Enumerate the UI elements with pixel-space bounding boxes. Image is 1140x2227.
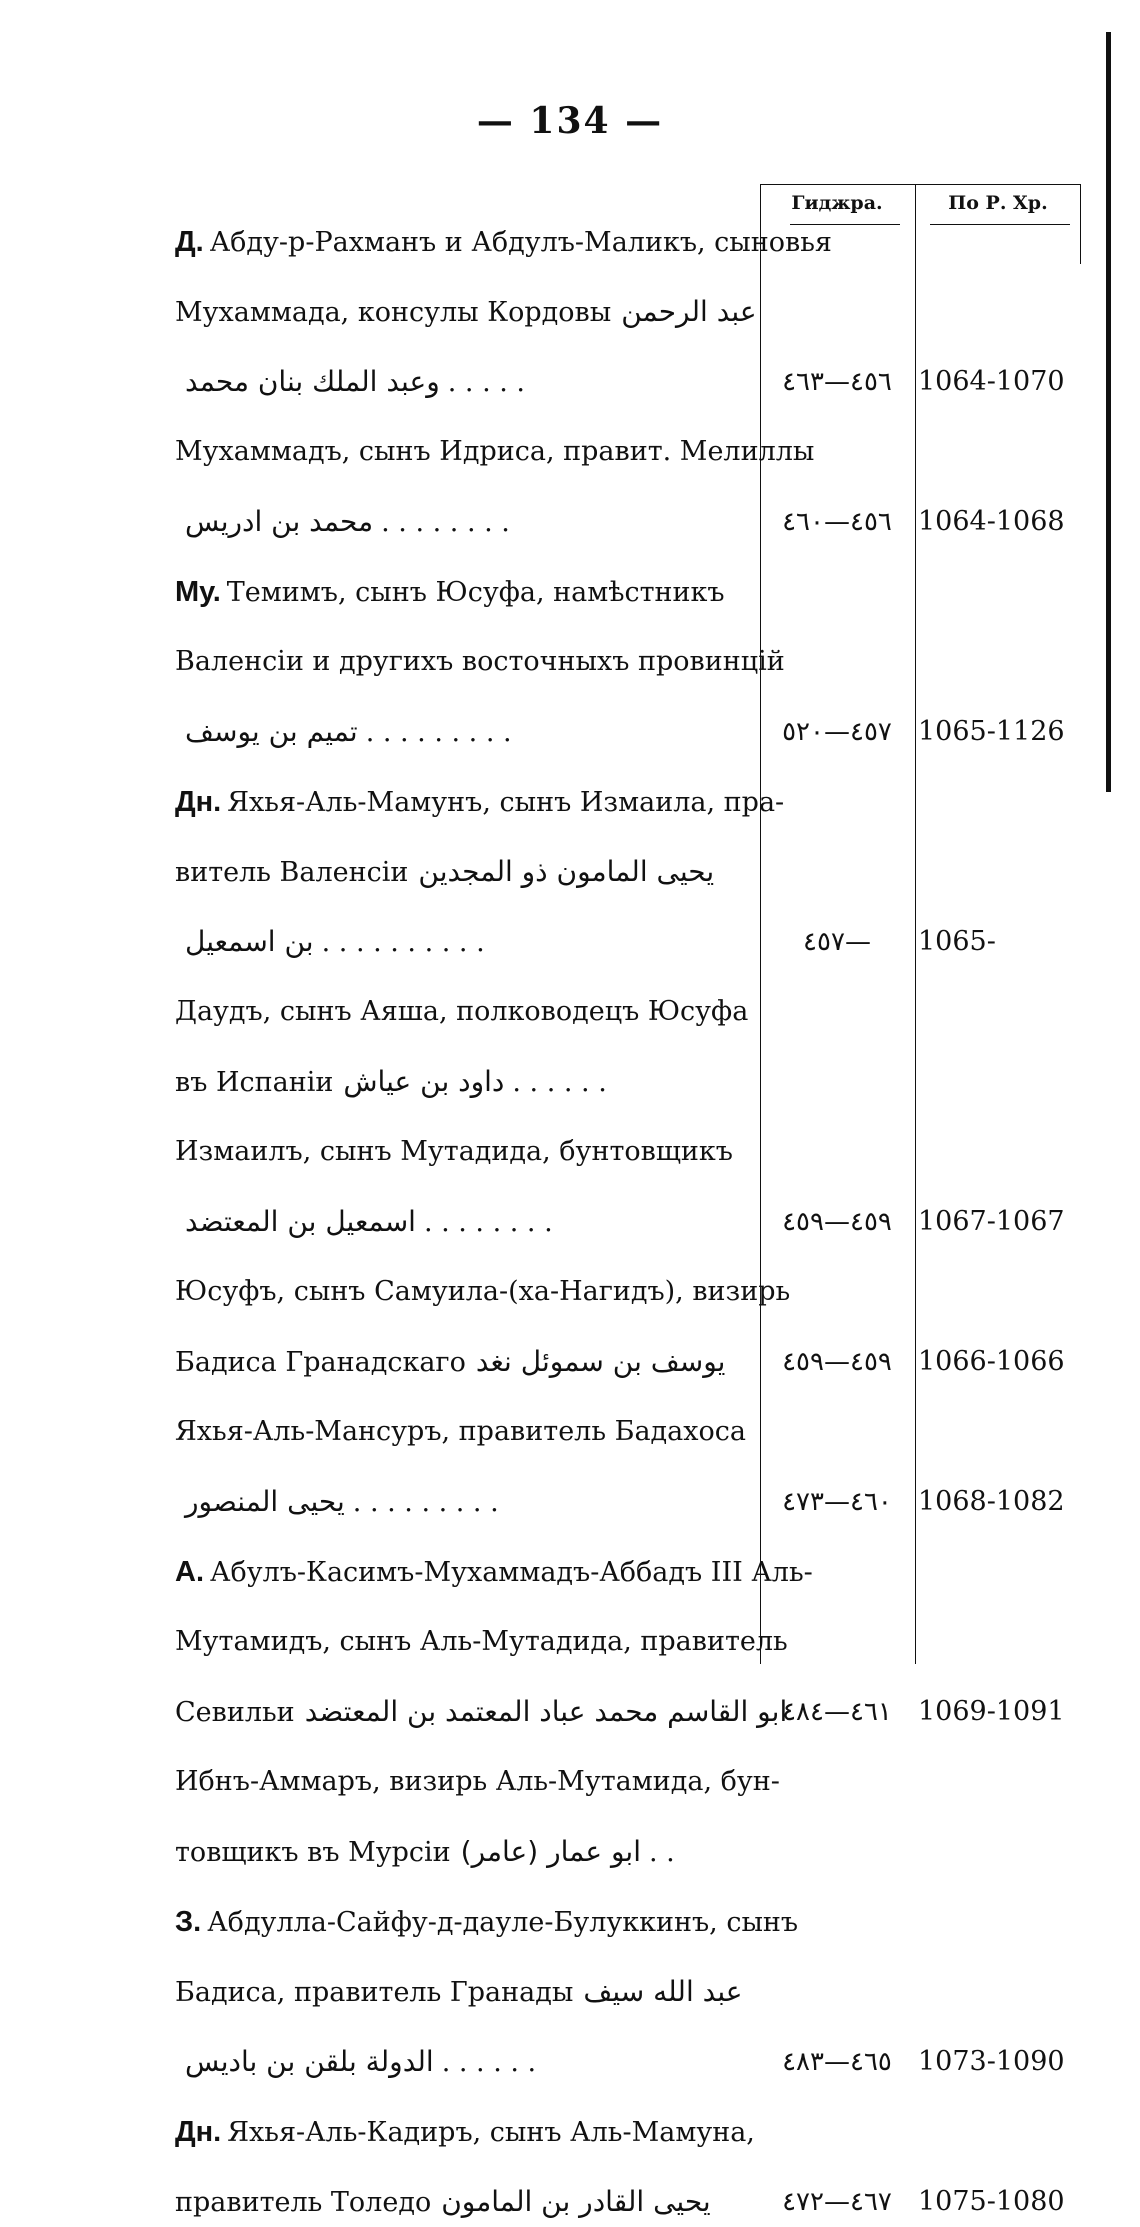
entry-line (175, 568, 750, 616)
arabic-name: وعبد الملك بنان محمد (185, 365, 440, 398)
hijra-range: ٤٦١—٤٨٤ (782, 1697, 892, 1727)
entry-line (175, 1828, 750, 1876)
arabic-name: تميم بن يوسف (185, 715, 358, 748)
entry-line (175, 1478, 750, 1526)
ad-range: 1066-1066 (918, 1346, 1065, 1377)
entry-line (175, 638, 785, 686)
entry-line (175, 988, 750, 1036)
arabic-name: الدولة بلقن بن باديس (185, 2045, 434, 2078)
hijra-range: ٤٥٦—٤٦٠ (782, 507, 892, 537)
entry-line (175, 1758, 780, 1806)
entry-line (175, 1058, 750, 1106)
entry-line (175, 498, 750, 546)
entry-text: Абду-р-Рахманъ и Абдулъ-Маликъ, сыновья (209, 227, 832, 258)
entry-text: Бадиса Гранадскаго (175, 1347, 466, 1378)
arabic-name: يحيى القادر بن المامون (441, 2185, 711, 2218)
hijra-range: ٤٥٩—٤٥٩ (782, 1347, 892, 1377)
leader-dots: . . . . . . . . . . (321, 927, 485, 958)
ad-range: 1064-1070 (918, 366, 1065, 397)
hijra-range: ٤٦٥—٤٨٣ (782, 2047, 892, 2077)
entry-text: Абулъ-Касимъ-Мухаммадъ-Аббадъ III Аль- (210, 1557, 813, 1588)
arabic-name: محمد بن ادريس (185, 505, 374, 538)
entry-text: Яхья-Аль-Мансуръ, правитель Бадахоса (175, 1416, 746, 1447)
entry-prefix: Дн. (175, 786, 222, 818)
leader-dots: . . (648, 1837, 675, 1868)
entry-text: Севильи (175, 1697, 295, 1728)
leader-dots: . . . . . . (512, 1067, 607, 1098)
entry-line (175, 1898, 799, 1946)
entry-text: въ Испаніи (175, 1067, 334, 1098)
hijra-range: ٤٦٧—٤٧٢ (782, 2187, 892, 2217)
entry-line (175, 708, 750, 756)
entry-line (175, 288, 757, 336)
entry-prefix: А. (175, 1556, 204, 1588)
column-rule-left (760, 184, 761, 1664)
entry-prefix: Му. (175, 576, 221, 608)
entry-line (175, 1128, 750, 1176)
entry-line (175, 1548, 813, 1596)
entry-text: Яхья-Аль-Кадиръ, сынъ Аль-Мамуна, (227, 2117, 755, 2148)
leader-dots: . . . . . (447, 367, 525, 398)
leader-dots: . . . . . . . . (381, 507, 510, 538)
margin-rule (1106, 32, 1111, 792)
entry-line (175, 1688, 788, 1736)
hijra-range: ٤٥٧—٥٢٠ (782, 717, 892, 747)
hijra-range: ٤٥٩—٤٥٩ (782, 1207, 892, 1237)
entry-text: Мухаммадъ, сынъ Идриса, правит. Мелиллы (175, 436, 815, 467)
arabic-name: يحيى المامون ذو المجدين (418, 855, 715, 888)
entry-text: витель Валенсіи (175, 857, 409, 888)
entry-prefix: Дн. (175, 2116, 222, 2148)
hijra-range: ٤٥٧— (803, 927, 871, 957)
arabic-name: ابو عمار (عامر) (460, 1835, 641, 1868)
entry-line (175, 918, 750, 966)
hijra-range: ٤٥٦—٤٦٣ (782, 367, 892, 397)
entry-line (175, 358, 750, 406)
ad-range: 1064-1068 (918, 506, 1065, 537)
entry-line (175, 2108, 755, 2156)
entry-line (175, 1268, 791, 1316)
ad-range: 1069-1091 (918, 1696, 1065, 1727)
column-rule-middle (915, 184, 916, 1664)
entry-text: Юсуфъ, сынъ Самуила-(ха-Нагидъ), визирь (175, 1276, 791, 1307)
arabic-name: اسمعيل بن المعتضد (185, 1205, 416, 1238)
entry-text: Яхья-Аль-Мамунъ, сынъ Измаила, пра- (227, 787, 785, 818)
entry-text: Валенсіи и другихъ восточныхъ провинцій (175, 646, 785, 677)
arabic-name: بن اسمعيل (185, 925, 314, 958)
arabic-name: يحيى المنصور (185, 1485, 345, 1518)
entry-line (175, 2178, 750, 2226)
leader-dots: . . . . . . (441, 2047, 537, 2078)
entry-text: Мутамидъ, сынъ Аль-Мутадида, правитель (175, 1626, 788, 1657)
arabic-name: يوسف بن سموئل نغد (475, 1345, 726, 1378)
leader-dots: . . . . . . . . (423, 1207, 553, 1238)
entry-line (175, 1408, 750, 1456)
entry-text: Абдулла-Сайфу-д-дауле-Булуккинъ, сынъ (207, 1907, 799, 1938)
arabic-name: ابو القاسم محمد عباد المعتمد بن المعتضد (304, 1695, 788, 1728)
table-top-rule (760, 184, 1080, 185)
header-underline-hijra (790, 224, 900, 225)
entry-line (175, 1968, 750, 2016)
entry-text: Мухаммада, консулы Кордовы (175, 297, 612, 328)
ad-range: 1073-1090 (918, 2046, 1065, 2077)
ad-range: 1067-1067 (918, 1206, 1065, 1237)
hijra-range: ٤٦٠—٤٧٣ (782, 1487, 892, 1517)
page-number: — 134 — (476, 100, 664, 142)
header-ad: По Р. Хр. (948, 192, 1048, 214)
ad-range: 1068-1082 (918, 1486, 1065, 1517)
ad-range: 1065- (918, 926, 996, 957)
entry-line (175, 218, 832, 266)
arabic-name: عبد الرحمن (621, 295, 757, 328)
header-hijra: Гиджра. (791, 192, 883, 214)
header-underline-ad (930, 224, 1070, 225)
entry-text: Измаилъ, сынъ Мутадида, бунтовщикъ (175, 1136, 733, 1167)
entry-prefix: З. (175, 1906, 202, 1938)
entry-text: товщикъ въ Мурсіи (175, 1837, 451, 1868)
leader-dots: . . . . . . . . . (352, 1487, 499, 1518)
entry-line (175, 848, 750, 896)
column-rule-right (1080, 184, 1081, 264)
entry-prefix: Д. (175, 226, 204, 258)
entry-text: Темимъ, сынъ Юсуфа, намѣстникъ (226, 577, 725, 608)
arabic-name: داود بن عياش (343, 1065, 505, 1098)
entry-line (175, 2038, 750, 2086)
entry-line (175, 1338, 750, 1386)
entry-line (175, 1618, 788, 1666)
ad-range: 1075-1080 (918, 2186, 1065, 2217)
entry-text: Бадиса, правитель Гранады (175, 1977, 574, 2008)
entry-text: правитель Толедо (175, 2187, 432, 2218)
entry-line (175, 1198, 750, 1246)
entry-text: Даудъ, сынъ Аяша, полководецъ Юсуфа (175, 996, 749, 1027)
leader-dots: . . . . . . . . . (365, 717, 512, 748)
entry-line (175, 778, 785, 826)
arabic-name: عبد الله سيف (583, 1975, 743, 2008)
entry-text: Ибнъ-Аммаръ, визирь Аль-Мутамида, бун- (175, 1766, 780, 1797)
entry-line (175, 428, 815, 476)
ad-range: 1065-1126 (918, 716, 1065, 747)
